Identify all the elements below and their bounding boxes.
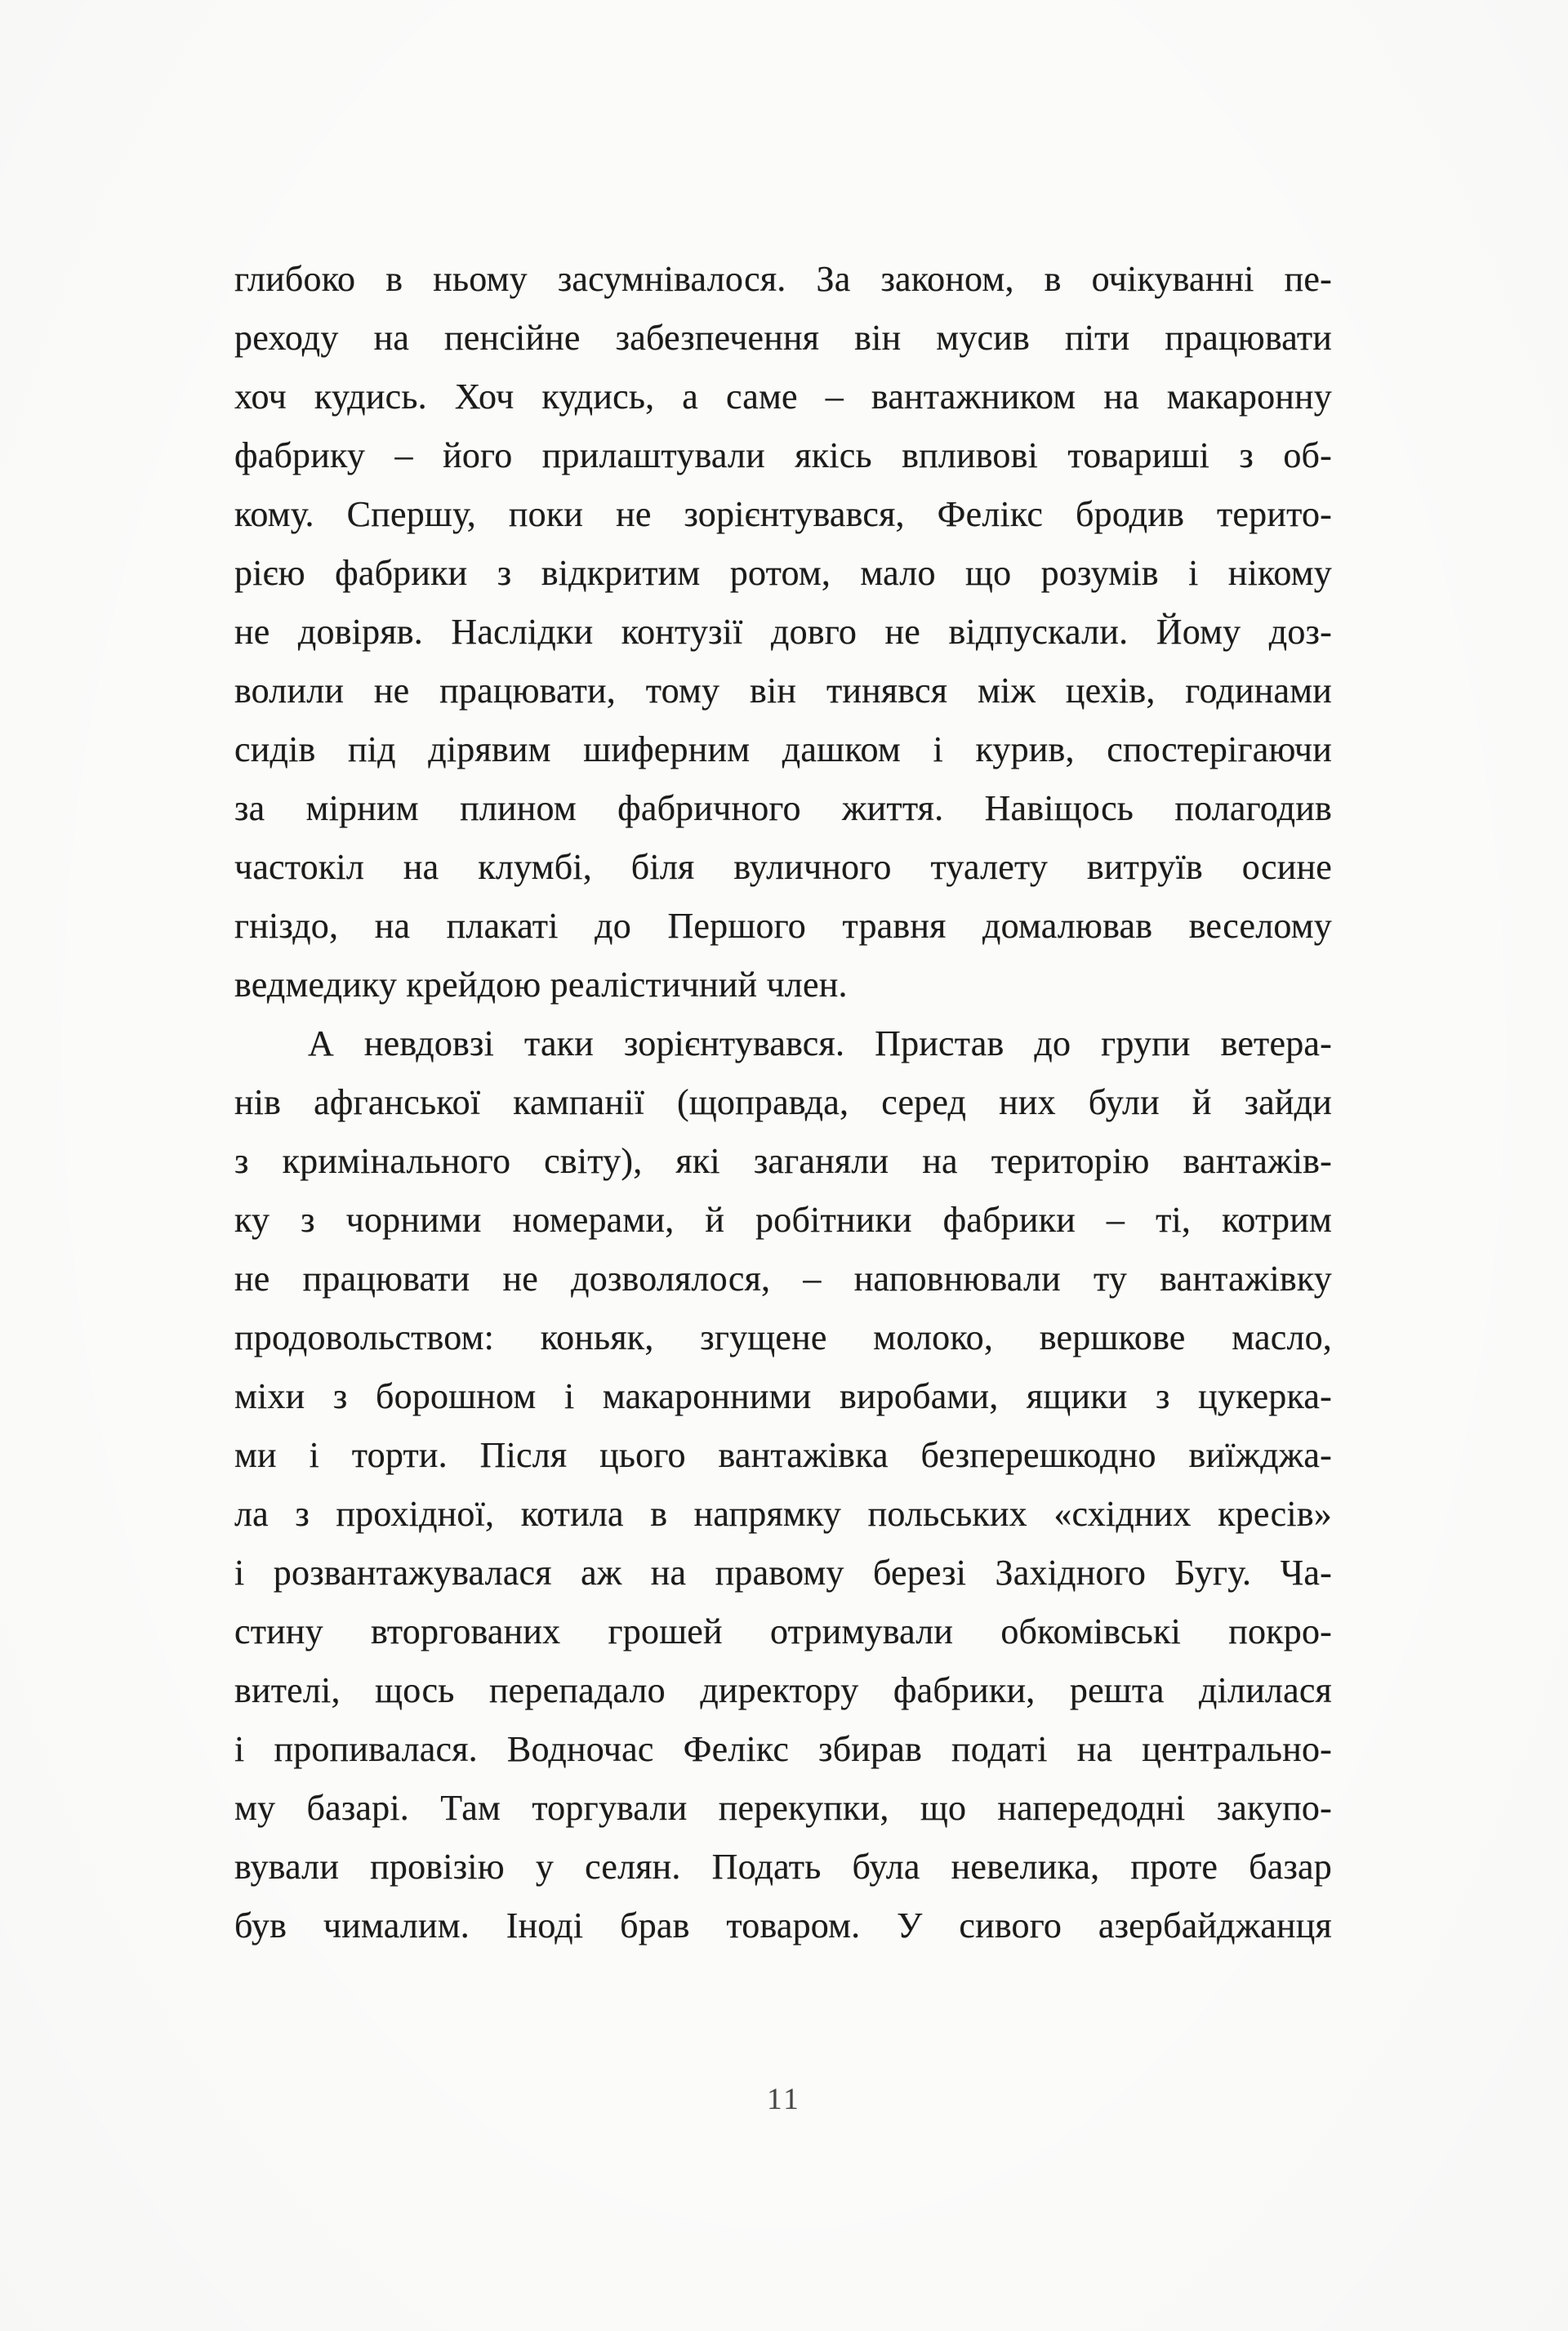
text-line: глибоко в ньому засумнівалося. За законом, в очікуванні пе- — [234, 259, 1332, 299]
text-line: за мірним плином фабричного життя. Навіщось полагодив — [234, 788, 1332, 828]
page-number: 11 — [767, 2083, 801, 2116]
text-line: хоч кудись. Хоч кудись, а саме – вантажником на макаронну — [234, 377, 1332, 417]
text-line: нів афганської кампанії (щоправда, серед них були й зайди — [234, 1082, 1332, 1122]
text-line: реходу на пенсійне забезпечення він мусив піти працювати — [234, 318, 1332, 358]
text-line: був чималим. Іноді брав товаром. У сивого азербайджанця — [234, 1905, 1332, 1945]
text-line: кому. Спершу, поки не зорієнтувався, Фелікс бродив терито- — [234, 494, 1332, 534]
text-line: сидів під дірявим шиферним дашком і курив, спостерігаючи — [234, 729, 1332, 769]
text-line: і розвантажувалася аж на правому березі Західного Бугу. Ча- — [234, 1553, 1332, 1593]
text-line: А невдовзі таки зорієнтувався. Пристав до групи ветера- — [308, 1023, 1332, 1063]
text-line: частокіл на клумбі, біля вуличного туалету витруїв осине — [234, 847, 1332, 887]
text-line: не довіряв. Наслідки контузії довго не відпускали. Йому доз- — [234, 612, 1332, 652]
text-line: продовольством: коньяк, згущене молоко, вершкове масло, — [234, 1317, 1332, 1357]
text-line: з кримінального світу), які заганяли на територію вантажів- — [234, 1141, 1332, 1181]
text-line: гніздо, на плакаті до Першого травня домалював веселому — [234, 906, 1332, 946]
text-line: стину вторгованих грошей отримували обкомівські покро- — [234, 1611, 1332, 1651]
text-line: не працювати не дозволялося, – наповнювали ту вантажівку — [234, 1259, 1332, 1299]
text-line: ведмедику крейдою реалістичний член. — [234, 965, 848, 1005]
text-line: ла з прохідної, котила в напрямку польських «східних кресів» — [234, 1494, 1332, 1534]
text-line: рією фабрики з відкритим ротом, мало що розумів і нікому — [234, 553, 1332, 593]
text-line: вителі, щось перепадало директору фабрики, решта ділилася — [234, 1670, 1332, 1710]
text-line: ми і торти. Після цього вантажівка безперешкодно виїжджа- — [234, 1435, 1332, 1475]
text-line: волили не працювати, тому він тинявся між цехів, годинами — [234, 671, 1332, 711]
text-line: му базарі. Там торгували перекупки, що напередодні закупо- — [234, 1788, 1332, 1828]
text-line: ку з чорними номерами, й робітники фабрики – ті, котрим — [234, 1200, 1332, 1240]
page-text-block — [234, 250, 1332, 1955]
text-line: вували провізію у селян. Подать була невелика, проте базар — [234, 1847, 1332, 1887]
text-line: фабрику – його прилаштували якісь впливові товариші з об- — [234, 435, 1332, 475]
text-line: міхи з борошном і макаронними виробами, ящики з цукерка- — [234, 1376, 1332, 1416]
text-line: і пропивалася. Водночас Фелікс збирав податі на центрально- — [234, 1729, 1332, 1769]
